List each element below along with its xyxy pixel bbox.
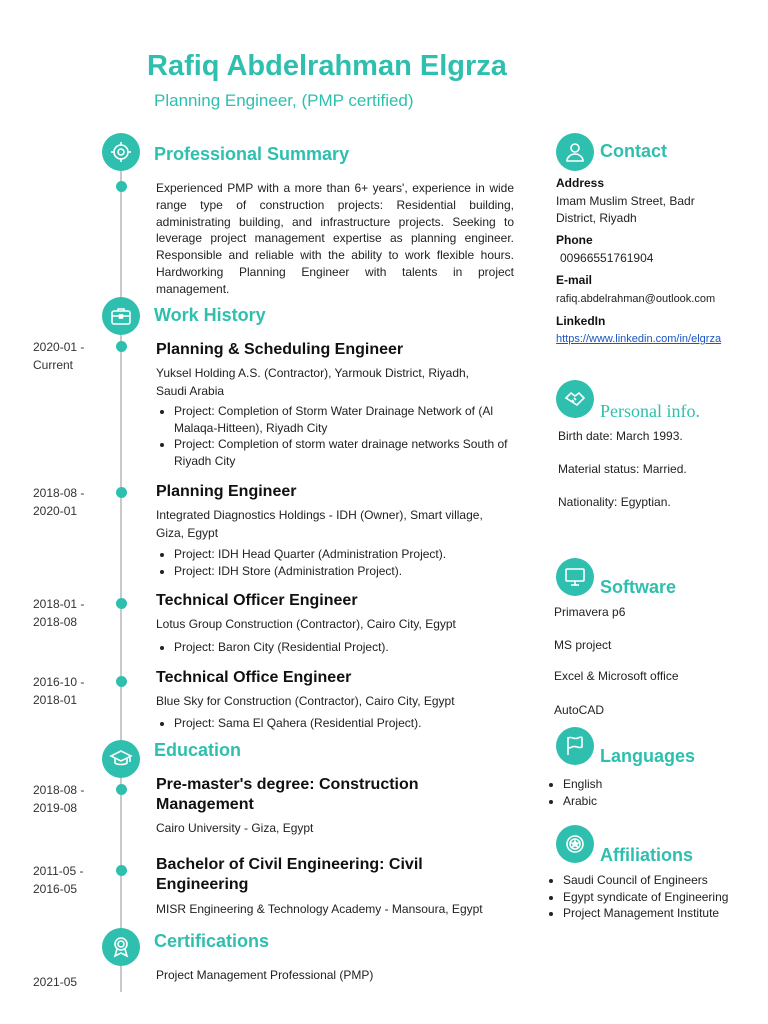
summary-text: Experienced PMP with a more than 6+ years', experience in wide range type of construction projects: Residential building, administrating building, and infrastructure projects. Seeking to leverage project management expertise as planning engineer. Responsible and reliable with the ability to work flexible hours. Hardworking Planning Engineer with talents in project management. [156,181,514,296]
timeline-dot [116,341,127,352]
monitor-icon [556,558,594,596]
certifications-heading: Certifications [154,931,270,951]
job-title: Technical Office Engineer [156,669,352,686]
job-company: Blue Sky for Construction (Contractor), Cairo City, Egypt [156,694,455,708]
target-icon [102,133,140,171]
list-item: • Arabic [563,793,745,810]
linkedin-link[interactable]: https://www.linkedin.com/in/elgrza [556,333,722,345]
phone-value: 00966551761904 [560,251,654,265]
education-heading: Education [154,740,242,760]
software-item: AutoCAD [554,703,605,717]
education-date: 2011-05 - 2016-05 [33,864,84,896]
graduation-cap-icon [102,740,140,778]
timeline-dot [116,676,127,687]
school-name: MISR Engineering & Technology Academy - Mansoura, Egypt [156,902,483,916]
school-name: Cairo University - Giza, Egypt [156,821,314,835]
software-item: Excel & Microsoft office [554,669,679,683]
summary-heading: Professional Summary [154,144,350,164]
timeline-dot [116,865,127,876]
degree-title: Bachelor of Civil Engineering: Civil Engineering [156,856,423,893]
email-label: E-mail [556,273,593,287]
job-title: Planning Engineer [156,483,297,500]
candidate-name: Rafiq Abdelrahman Elgrza [147,50,507,82]
list-item: • Project: Sama El Qahera (Residential Project). [174,715,512,732]
personal-heading: Personal info. [600,401,700,421]
email-value: rafiq.abdelrahman@outlook.com [556,293,716,305]
job-date: 2020-01 - Current [33,340,85,372]
address-label: Address [556,176,605,190]
affiliations-heading: Affiliations [600,845,693,865]
award-ribbon-icon [102,928,140,966]
software-item: Primavera p6 [554,605,626,619]
software-heading: Software [600,577,677,597]
software-item: MS project [554,638,612,652]
job-title: Planning & Scheduling Engineer [156,341,404,358]
candidate-title: Planning Engineer, (PMP certified) [154,91,414,110]
certification-date: 2021-05 [33,975,78,989]
linkedin-label: LinkedIn [556,314,606,328]
marital-status: Material status: Married. [558,462,687,476]
affiliations-list [545,872,735,922]
list-item: • Saudi Council of Engineers [563,872,735,889]
briefcase-icon [102,297,140,335]
job-company: Yuksel Holding A.S. (Contractor), Yarmouk District, Riyadh, Saudi Arabia [156,366,470,398]
timeline-dot [116,181,127,192]
languages-list [545,776,745,809]
list-item: • Project Management Institute [563,905,735,922]
job-title: Technical Officer Engineer [156,592,358,609]
job-company: Lotus Group Construction (Contractor), Cairo City, Egypt [156,617,456,631]
list-item: • English [563,776,745,793]
list-item: • Project: Baron City (Residential Project). [174,639,512,656]
list-item: • Project: IDH Store (Administration Project). [174,563,512,580]
flag-icon [556,727,594,765]
nationality: Nationality: Egyptian. [558,495,671,509]
user-icon [556,133,594,171]
work-heading: Work History [154,305,266,325]
job-bullets [156,639,512,656]
languages-heading: Languages [600,746,696,766]
certification-item: Project Management Professional (PMP) [156,968,374,982]
job-bullets [156,715,512,732]
job-bullets [156,546,512,579]
list-item: • Project: IDH Head Quarter (Administration Project). [174,546,512,563]
contact-heading: Contact [600,141,667,161]
timeline-dot [116,784,127,795]
birth-date: Birth date: March 1993. [558,429,683,443]
badge-icon [556,825,594,863]
job-company: Integrated Diagnostics Holdings - IDH (Owner), Smart village, Giza, Egypt [156,508,483,540]
timeline-dot [116,487,127,498]
education-date: 2018-08 - 2019-08 [33,783,85,815]
list-item: • Project: Completion of storm water drainage networks South of Riyadh City [174,436,512,469]
handshake-icon [556,380,594,418]
timeline-dot [116,598,127,609]
list-item: • Egypt syndicate of Engineering [563,889,735,906]
job-date: 2018-01 - 2018-08 [33,597,85,629]
address-value: Imam Muslim Street, Badr District, Riyadh [556,194,695,225]
job-bullets [156,403,512,469]
job-date: 2016-10 - 2018-01 [33,675,85,707]
job-date: 2018-08 - 2020-01 [33,486,85,518]
list-item: • Project: Completion of Storm Water Drainage Network of (Al Malaqa-Hitteen), Riyadh City [174,403,512,436]
degree-title: Pre-master's degree: Construction Management [156,776,419,813]
phone-label: Phone [556,233,593,247]
